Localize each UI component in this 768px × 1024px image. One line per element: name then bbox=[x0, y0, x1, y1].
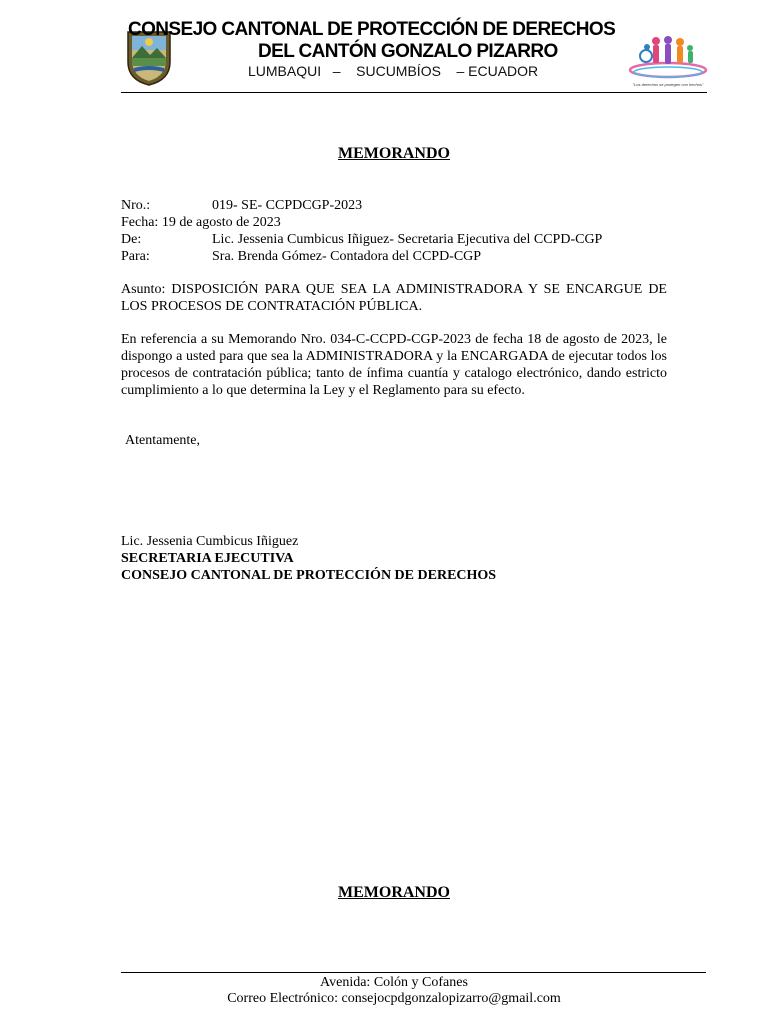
family-figures-logo-icon bbox=[626, 32, 710, 92]
location-line: LUMBAQUI – SUCUMBÍOS – ECUADOR bbox=[248, 63, 539, 79]
memo-number-label: Nro.: bbox=[121, 198, 151, 213]
footer-email: Correo Electrónico: consejocpdgonzalopizarro@gmail.com bbox=[227, 991, 561, 1006]
logo-tagline: "Los derechos se protegen con hechos" bbox=[632, 82, 704, 87]
council-name: CONSEJO CANTONAL DE PROTECCIÓN DE DERECHOS bbox=[128, 19, 616, 40]
memo-to-value: Sra. Brenda Gómez- Contadora del CCPD-CGP bbox=[212, 249, 482, 264]
memo-to-label: Para: bbox=[121, 249, 150, 264]
canton-name: DEL CANTÓN GONZALO PIZARRO bbox=[258, 41, 558, 62]
memo-to bbox=[121, 248, 481, 265]
memo-from-label: De: bbox=[121, 232, 142, 247]
memo-number bbox=[121, 197, 362, 214]
signer-role: SECRETARIA EJECUTIVA bbox=[121, 551, 294, 566]
memo-date: Fecha: 19 de agosto de 2023 bbox=[121, 215, 281, 230]
signer-organization: CONSEJO CANTONAL DE PROTECCIÓN DE DERECHOS bbox=[121, 568, 497, 583]
memo-title: MEMORANDO bbox=[338, 145, 450, 162]
footer-divider bbox=[121, 972, 706, 973]
footer-address: Avenida: Colón y Cofanes bbox=[320, 975, 468, 990]
memo-number-value: 019- SE- CCPDCGP-2023 bbox=[212, 198, 363, 213]
memo-body: En referencia a su Memorando Nro. 034-C-CCPD-CGP-2023 de fecha 18 de agosto de 2023, le dispongo a usted para que sea la ADMINISTRADORA y la ENCARGADA de ejecutar todos los procesos de contratación pública; tanto de ínfima cuantía y catalogo electrónico, dando estricto cumplimiento a lo que determina la Ley y el Reglamento para su efecto. bbox=[121, 332, 667, 398]
signer-name: Lic. Jessenia Cumbicus Iñiguez bbox=[121, 534, 299, 549]
memo-from bbox=[121, 231, 602, 248]
memo-subject: Asunto: DISPOSICIÓN PARA QUE SEA LA ADMINISTRADORA Y SE ENCARGUE DE LOS PROCESOS DE CONTRATACIÓN PÚBLICA. bbox=[121, 282, 667, 314]
memo-title-repeat: MEMORANDO bbox=[338, 884, 450, 901]
memo-from-value: Lic. Jessenia Cumbicus Iñiguez- Secretaria Ejecutiva del CCPD-CGP bbox=[212, 232, 603, 247]
header-divider bbox=[121, 92, 707, 93]
memo-closing: Atentamente, bbox=[125, 433, 201, 448]
